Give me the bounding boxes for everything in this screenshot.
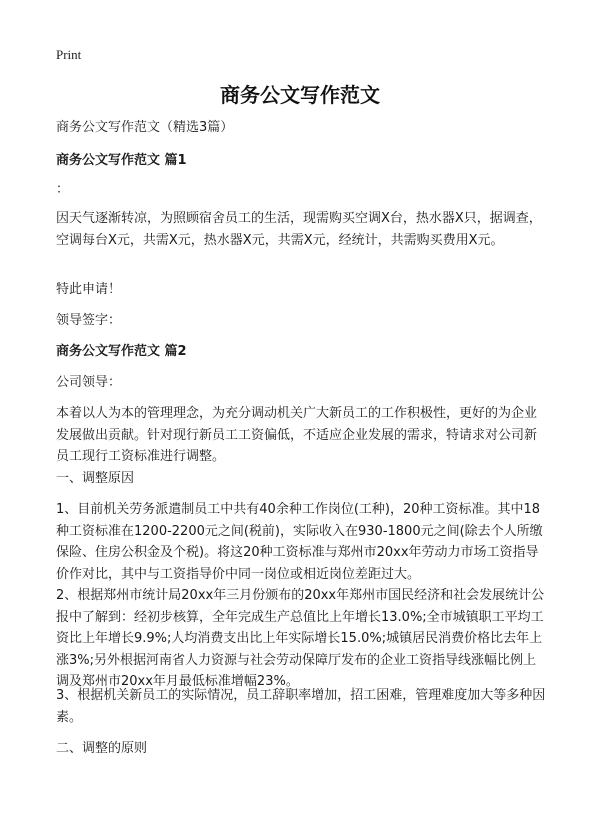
section-1-bullet: ： [56,182,70,197]
page-title: 商务公文写作范文 [220,83,380,107]
section-1-heading: 商务公文写作范文 篇1 [56,153,187,168]
section-2-item1: 1、目前机关劳务派遣制员工中共有40余种工作岗位(工种)，20种工资标准。其中18种工资标准在1200-2200元之间(税前)，实际收入在930-1800元之间(除去个人所缴保险、住房公积金及个税)。将这20种工资标准与郑州市20xx年劳动力市场工资指导价作对比，其中与工资指导价中同一岗位或相近岗位差距过大。 [56,502,543,582]
section-1-paragraph: 因天气逐渐转凉，为照顾宿舍员工的生活，现需购买空调X台，热水器X只，据调查，空调每台X元，共需X元，热水器X元，共需X元，经统计，共需购买费用X元。 [56,211,542,248]
section-1-signature: 领导签字： [56,313,122,328]
section-1-request: 特此申请！ [56,282,122,297]
section-2-part1-heading: 一、调整原因 [56,471,135,486]
section-2-intro: 本着以人为本的管理理念，为充分调动机关广大新员工的工作积极性，更好的为企业发展做出贡献。针对现行新员工工资偏低，不适应企业发展的需求，特请求对公司新员工现行工资标准进行调整。 [56,406,538,464]
section-2-item3: 3、根据机关新员工的实际情况，员工辞职率增加，招工困难，管理难度加大等多种因素。 [56,688,546,725]
section-2-heading: 商务公文写作范文 篇2 [56,344,187,359]
section-2-greeting: 公司领导： [56,375,122,390]
subtitle: 商务公文写作范文（精选3篇） [56,120,234,135]
print-label: Print [56,47,82,62]
section-2-part2-heading: 二、调整的原则 [56,741,148,756]
section-2-item2: 2、根据郑州市统计局20xx年三月份颁布的20xx年郑州市国民经济和社会发展统计公报中了解到：经初步核算，全年完成生产总值比上年增长13.0%;全市城镇职工平均工资比上年增长9.9%;人均消费支出比上年实际增长15.0%;城镇居民消费价格比去年上涨3%;另外根据河南省人力资源与社会劳动保障厅发布的企业工资指导线涨幅比例上调及郑州市20xx年月最低标准增幅23%。 [56,588,545,689]
